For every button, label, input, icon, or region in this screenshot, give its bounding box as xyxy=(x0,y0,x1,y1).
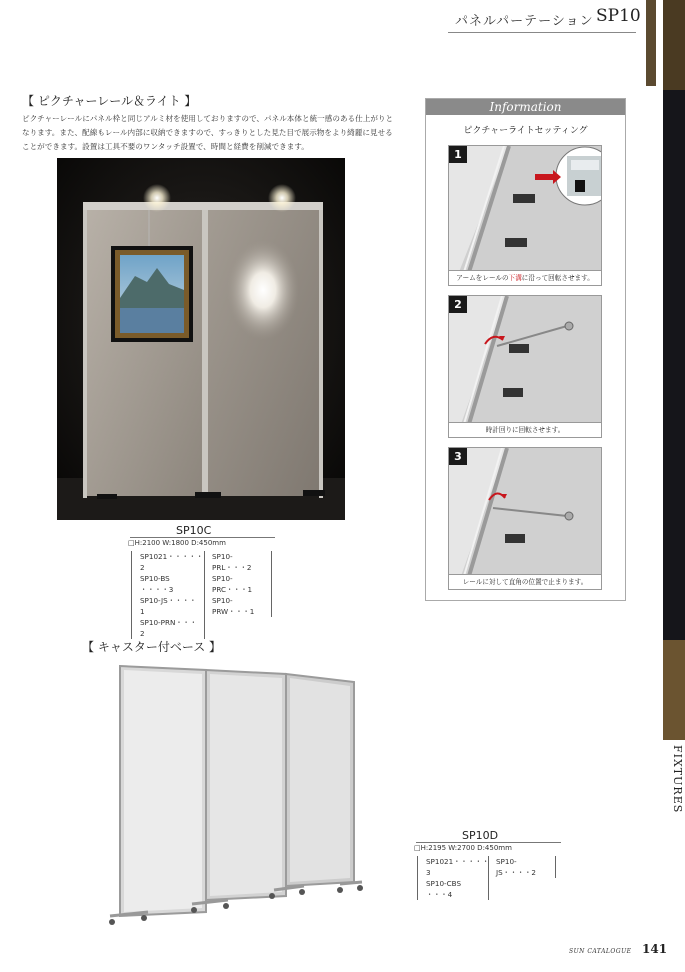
step-1-image xyxy=(448,145,602,271)
spec-list-right xyxy=(204,551,272,617)
spec-item: SP10-JS・・・・1 xyxy=(140,596,197,616)
spec-item: SP10-PRN・・・2 xyxy=(140,618,197,638)
page-header-title: パネルパーテーション xyxy=(455,14,594,29)
step-2-image xyxy=(448,295,602,423)
spec-list-left xyxy=(417,856,489,900)
spec-item: SP10-PRL・・・2 xyxy=(212,552,252,572)
spec-item: SP10-PRC・・・1 xyxy=(212,574,253,594)
information-panel xyxy=(425,98,626,601)
model-dimensions: □H:2100 W:1800 D:450mm xyxy=(128,539,226,547)
picture-rail-photo xyxy=(57,158,345,520)
step-1-badge: 1 xyxy=(449,146,467,163)
model-title-sp10d: SP10D xyxy=(462,829,499,842)
model-title-sp10c: SP10C xyxy=(176,524,212,537)
model-divider xyxy=(416,842,561,843)
page-number: 141 xyxy=(642,942,668,956)
spec-item: SP10-JS・・・・2 xyxy=(496,857,537,877)
information-header: Information xyxy=(426,99,625,115)
spec-item: SP1021・・・・・2 xyxy=(140,552,204,572)
page-header-code: SP10 xyxy=(596,6,641,26)
step-3-badge: 3 xyxy=(449,448,467,465)
step-2-caption: 時計回りに回転させます。 xyxy=(448,423,602,438)
step-3-caption: レールに対して直角の位置で止まります。 xyxy=(448,575,602,590)
spec-list-right xyxy=(488,856,556,878)
side-tab-black xyxy=(663,90,685,640)
section-heading-caster-base: 【 キャスター付ベース 】 xyxy=(82,640,222,654)
spec-item: SP10-BS ・・・・3 xyxy=(140,574,174,594)
section-body-text: ピクチャーレールにパネル枠と同じアルミ材を使用しておりますので、パネル本体と統一感のある仕上がりとなります。また、配線もレール内部に収納できますので、すっきりとした見た目で展示物をより綺麗に見せることができます。設置は工具不要のワンタッチ設置で、時間と経費を削減できます。 xyxy=(22,114,394,151)
caption-text: アームをレールの xyxy=(456,274,509,282)
section-heading-picture-rail: 【 ピクチャーレール＆ライト 】 xyxy=(22,94,197,108)
side-tab-label: FIXTURES xyxy=(671,745,684,814)
model-divider xyxy=(130,537,275,538)
footer-catalogue: SUN CATALOGUE xyxy=(569,948,632,955)
side-tab-brown xyxy=(663,640,685,740)
caster-base-photo xyxy=(108,660,366,932)
step-3-image xyxy=(448,447,602,575)
header-divider xyxy=(448,32,636,33)
spec-item: SP1021・・・・・3 xyxy=(426,857,490,877)
caption-text: に沿って回転させます。 xyxy=(521,274,594,282)
step-2-badge: 2 xyxy=(449,296,467,313)
model-dimensions: □H:2195 W:2700 D:450mm xyxy=(414,844,512,852)
step-1-caption xyxy=(448,271,602,286)
side-tab-accent xyxy=(646,0,656,86)
spec-list-left xyxy=(131,551,205,639)
caption-highlight: 下溝 xyxy=(508,274,522,282)
information-subtitle: ピクチャーライトセッティング xyxy=(463,126,588,136)
side-tab-top xyxy=(663,0,685,90)
spec-item: SP10-CBS ・・・4 xyxy=(426,879,462,899)
spec-item: SP10-PRW・・・1 xyxy=(212,596,255,616)
